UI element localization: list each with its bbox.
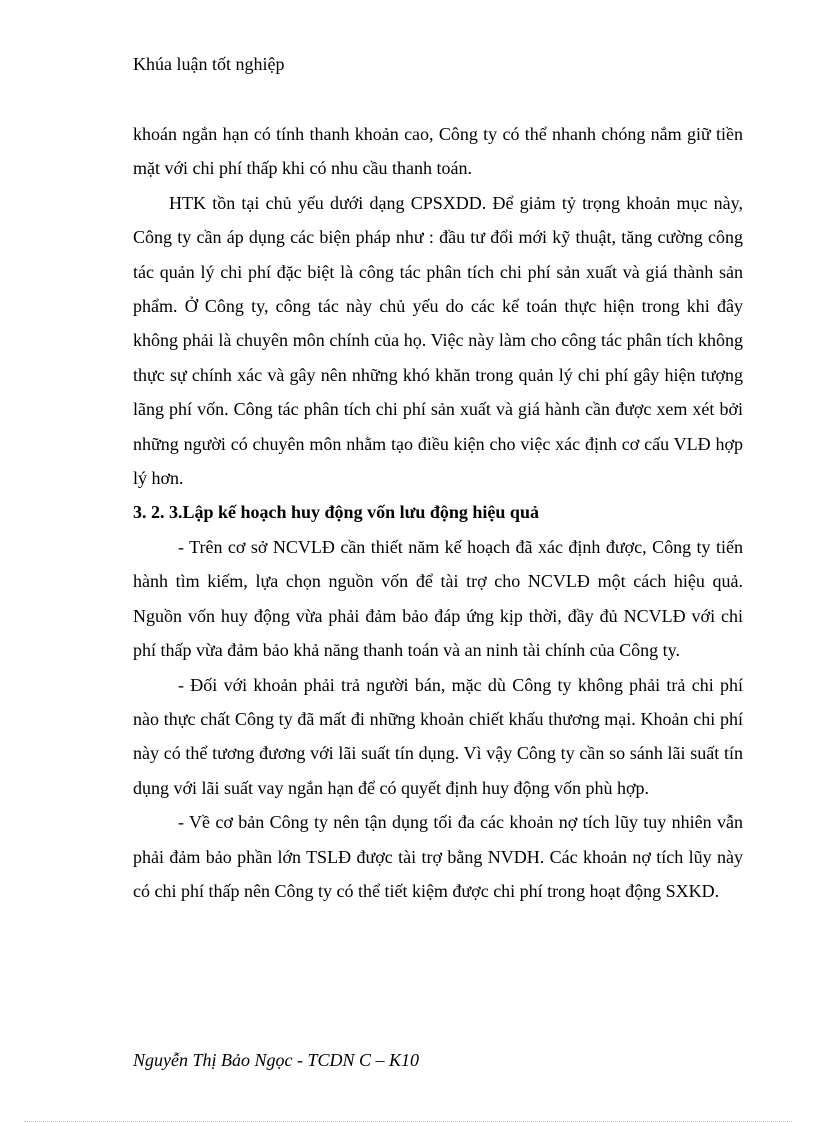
paragraph-bullet-1: - Trên cơ sở NCVLĐ cần thiết năm kế hoạch đã xác định được, Công ty tiến hành tìm kiếm, lựa chọn nguồn vốn để tài trợ cho NCVLĐ một cách hiệu quả. Nguồn vốn huy động vừa phải đảm bảo đáp ứng kịp thời, đầy đủ NCVLĐ với chi phí thấp vừa đảm bảo khả năng thanh toán và an ninh tài chính của Công ty. — [133, 536, 743, 661]
section-heading: 3. 2. 3.Lập kế hoạch huy động vốn lưu động hiệu quả — [133, 502, 539, 523]
paragraph-bullet-3: - Về cơ bản Công ty nên tận dụng tối đa các khoản nợ tích lũy tuy nhiên vẫn phải đảm bảo phần lớn TSLĐ được tài trợ bằng NVDH. Các khoản nợ tích lũy này có chi phí thấp nên Công ty có thể tiết kiệm được chi phí trong hoạt động SXKD. — [133, 812, 743, 901]
page-bottom-rule — [24, 1121, 792, 1122]
paragraph-continuation: khoán ngắn hạn có tính thanh khoản cao, Công ty có thể nhanh chóng nắm giữ tiền mặt với chi phí thấp khi có nhu cầu thanh toán. — [133, 124, 743, 179]
paragraph-inventory: HTK tồn tại chủ yếu dưới dạng CPSXDD. Để giảm tỷ trọng khoản mục này, Công ty cần áp dụng các biện pháp như : đầu tư đổi mới kỹ thuật, tăng cường công tác quản lý chi phí đặc biệt là công tác phân tích chi phí sản xuất và giá thành sản phẩm. Ở Công ty, công tác này chủ yếu do các kế toán thực hiện trong khi đây không phải là chuyên môn chính của họ. Việc này làm cho công tác phân tích không thực sự chính xác và gây nên những khó khăn trong quản lý chi phí gây hiện tượng lãng phí vốn. Công tác phân tích chi phí sản xuất và giá hành cần được xem xét bởi những người có chuyên môn nhằm tạo điều kiện cho việc xác định cơ cấu VLĐ hợp lý hơn. — [133, 192, 743, 489]
running-header: Khúa luận tốt nghiệp — [133, 54, 285, 74]
body-text — [133, 117, 743, 908]
paragraph-bullet-2: - Đối với khoản phải trả người bán, mặc dù Công ty không phải trả chi phí nào thực chất Công ty đã mất đi những khoản chiết khấu thương mại. Khoản chi phí này có thể tương đương với lãi suất tín dụng. Vì vậy Công ty cần so sánh lãi suất tín dụng với lãi suất vay ngắn hạn để có quyết định huy động vốn phù hợp. — [133, 674, 743, 798]
running-footer: Nguyễn Thị Bảo Ngọc - TCDN C – K10 — [133, 1050, 420, 1070]
